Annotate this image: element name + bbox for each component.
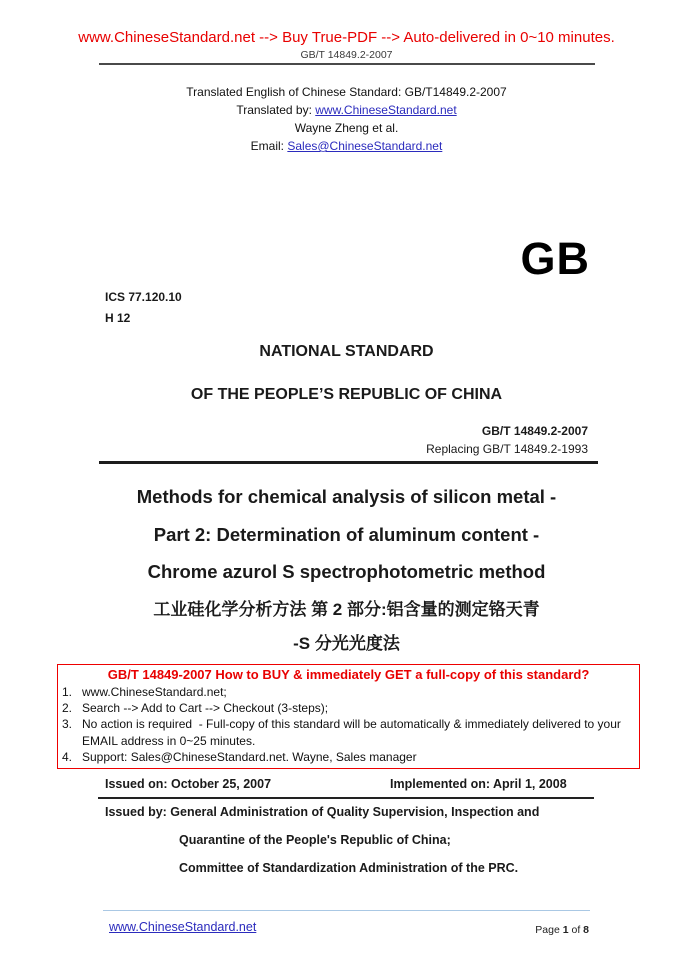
buy-instructions-box	[57, 664, 640, 769]
classification-code: H 12	[105, 311, 131, 325]
header-doc-code: GB/T 14849.2-2007	[300, 49, 393, 61]
title-english-line-2: Part 2: Determination of aluminum content -	[153, 524, 540, 545]
buy-item-3-text: No action is required - Full-copy of this standard will be automatically & immediately delivered to your EMAIL address in 0~25 minutes.	[82, 717, 621, 748]
page-number: 1	[562, 924, 569, 936]
translated-english-line: Translated English of Chinese Standard: GB/T14849.2-2007	[186, 85, 507, 99]
standard-code: GB/T 14849.2-2007	[481, 424, 588, 438]
buy-item-3	[62, 716, 635, 748]
title-chinese-line-2: -S 分光光度法	[293, 634, 400, 653]
buy-box-title: GB/T 14849-2007 How to BUY & immediately GET a full-copy of this standard?	[107, 667, 590, 682]
buy-box-items	[62, 684, 635, 765]
ics-code: ICS 77.120.10	[105, 290, 182, 304]
translated-by-line	[0, 103, 693, 117]
translated-by-label: Translated by:	[236, 103, 316, 117]
implemented-on-date: Implemented on: April 1, 2008	[390, 777, 567, 791]
buy-item-4-number: 4.	[62, 749, 73, 764]
gb-logo: GB	[520, 233, 590, 284]
buy-item-2-text: Search --> Add to Cart --> Checkout (3-steps);	[82, 701, 329, 716]
page-total: 8	[583, 924, 589, 936]
issued-on-date: Issued on: October 25, 2007	[105, 777, 272, 791]
title-divider	[99, 461, 598, 464]
page-of: of	[568, 924, 584, 936]
footer-divider	[103, 910, 590, 911]
title-english-line-3: Chrome azurol S spectrophotometric method	[147, 561, 546, 582]
title-english-line-1: Methods for chemical analysis of silicon metal -	[136, 486, 557, 507]
buy-item-4	[62, 749, 635, 765]
standard-heading-1: NATIONAL STANDARD	[259, 343, 434, 360]
issued-by-line-3: Committee of Standardization Administration of the PRC.	[179, 861, 519, 875]
translated-by-link[interactable]: www.ChineseStandard.net	[315, 103, 457, 117]
buy-item-2-number: 2.	[62, 701, 73, 716]
buy-item-4-text: Support: Sales@ChineseStandard.net. Wayne, Sales manager	[82, 749, 417, 764]
standard-heading-2: OF THE PEOPLE’S REPUBLIC OF CHINA	[190, 386, 503, 403]
author-line: Wayne Zheng et al.	[294, 121, 399, 135]
buy-item-2	[62, 700, 635, 716]
promo-banner: www.ChineseStandard.net --> Buy True-PDF --> Auto-delivered in 0~10 minutes.	[78, 29, 615, 46]
dates-divider	[98, 797, 594, 799]
email-label: Email:	[250, 139, 288, 153]
buy-item-1-text: www.ChineseStandard.net;	[82, 685, 227, 699]
footer-site-link[interactable]: www.ChineseStandard.net	[109, 920, 257, 934]
page-prefix: Page	[535, 924, 563, 936]
buy-item-1	[62, 684, 635, 700]
replacing-note: Replacing GB/T 14849.2-1993	[426, 442, 588, 456]
page-indicator	[535, 924, 589, 936]
issued-by-line-2: Quarantine of the People's Republic of China;	[179, 833, 451, 847]
email-line	[0, 139, 693, 153]
buy-item-1-number: 1.	[62, 685, 73, 699]
title-chinese-line-1: 工业硅化学分析方法 第 2 部分:铝含量的测定铬天青	[153, 600, 540, 619]
email-link[interactable]: Sales@ChineseStandard.net	[287, 139, 443, 153]
header-divider	[99, 63, 595, 65]
issued-by-line-1: Issued by: General Administration of Quality Supervision, Inspection and	[105, 805, 540, 819]
buy-item-3-number: 3.	[62, 717, 73, 732]
